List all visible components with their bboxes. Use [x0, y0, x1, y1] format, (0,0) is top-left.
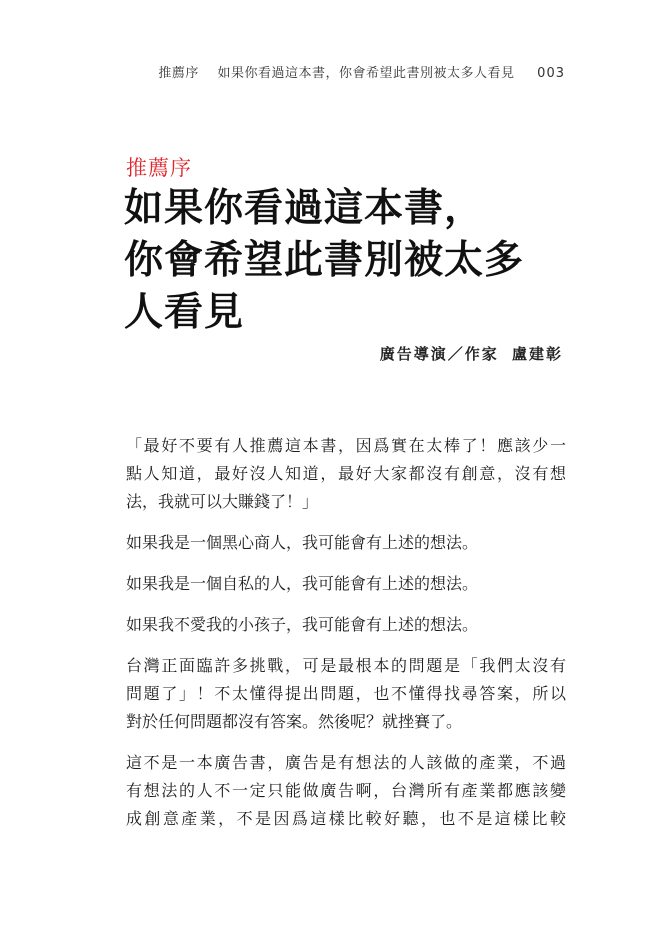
running-header-section: 推薦序 [158, 66, 199, 81]
section-kicker: 推薦序 [126, 156, 192, 180]
text-line: 「最好不要有人推薦這本書，因爲實在太棒了！應該少一 [126, 436, 566, 455]
text-line: 點人知道，最好沒人知道，最好大家都沒有創意，沒有想 [126, 464, 566, 483]
paragraph [126, 749, 566, 833]
text-line: 台灣正面臨許多挑戰，可是最根本的問題是「我們太沒有 [126, 656, 566, 675]
paragraph [126, 611, 566, 639]
paragraph [126, 432, 566, 516]
text-line: 如果我是一個自私的人，我可能會有上述的想法。 [126, 574, 479, 593]
body-text [126, 432, 566, 846]
author-byline [380, 343, 563, 364]
paragraph [126, 529, 566, 557]
text-line: 法，我就可以大賺錢了！」 [126, 492, 319, 511]
chapter-title-line: 如果你看過這本書， [124, 186, 485, 231]
running-header-title: 如果你看過這本書，你會希望此書別被太多人看見 [217, 66, 515, 81]
text-line: 問題了」！不太懂得提出問題，也不懂得找尋答案，所以 [126, 684, 566, 703]
text-line: 如果我不愛我的小孩子，我可能會有上述的想法。 [126, 615, 479, 634]
chapter-title-line: 人看見 [124, 290, 245, 335]
running-header [158, 62, 565, 81]
paragraph [126, 570, 566, 598]
author-name: 盧建彰 [511, 345, 563, 363]
text-line: 對於任何問題都沒有答案。然後呢？就挫賽了。 [126, 712, 463, 731]
paragraph [126, 652, 566, 736]
text-line: 成創意產業，不是因爲這樣比較好聽，也不是這樣比較 [126, 809, 566, 828]
text-line: 有想法的人不一定只能做廣告啊，台灣所有產業都應該變 [126, 781, 566, 800]
chapter-title-line: 你會希望此書別被太多 [124, 238, 525, 283]
page-number: 003 [537, 66, 565, 81]
chapter-title [124, 183, 574, 339]
author-role: 廣告導演／作家 [379, 345, 499, 363]
text-line: 這不是一本廣告書，廣告是有想法的人該做的產業，不過 [126, 753, 566, 772]
text-line: 如果我是一個黑心商人，我可能會有上述的想法。 [126, 533, 479, 552]
